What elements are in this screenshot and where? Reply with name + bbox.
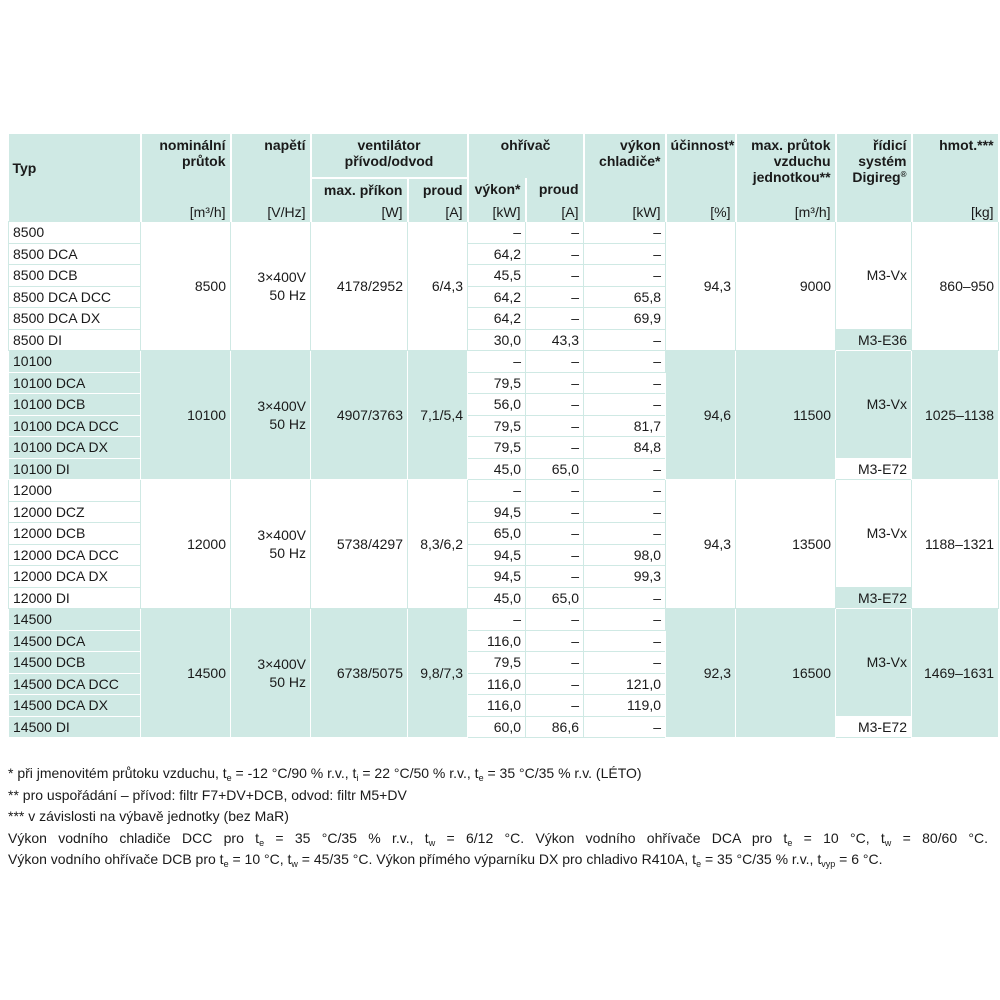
cell-typ: 12000 DI <box>9 587 141 609</box>
footnote-2: ** pro uspořádání – přívod: filtr F7+DV+DCB, odvod: filtr M5+DV <box>8 786 407 803</box>
col-hmot-header: hmot.*** <box>912 134 999 201</box>
cell-vykon: 116,0 <box>468 695 526 717</box>
table-row <box>9 222 999 244</box>
cell-vykon: 94,5 <box>468 544 526 566</box>
cell-max-prutok: 11500 <box>736 351 836 480</box>
cell-prutok: 10100 <box>141 351 231 480</box>
cell-proud2: – <box>526 630 584 652</box>
cell-typ: 10100 DI <box>9 458 141 480</box>
cell-vykon: 56,0 <box>468 394 526 416</box>
col-proud2-header: proud <box>526 178 584 201</box>
cell-chladic: – <box>584 372 666 394</box>
cell-ridici: M3-Vx <box>836 351 912 459</box>
cell-proud2: – <box>526 222 584 244</box>
table-row <box>9 351 999 373</box>
cell-vykon: 45,5 <box>468 265 526 287</box>
cell-proud2: – <box>526 652 584 674</box>
cell-proud: 6/4,3 <box>408 222 468 351</box>
cell-chladic: – <box>584 609 666 631</box>
cell-proud2: – <box>526 566 584 588</box>
cell-hmot: 1025–1138 <box>912 351 999 480</box>
cell-chladic: – <box>584 587 666 609</box>
cell-chladic: – <box>584 394 666 416</box>
cell-typ: 8500 DCA DX <box>9 308 141 330</box>
row-group <box>9 351 999 480</box>
cell-chladic: 119,0 <box>584 695 666 717</box>
registered-mark: ® <box>900 170 907 179</box>
table-row <box>9 480 999 502</box>
cell-vykon: 64,2 <box>468 308 526 330</box>
cell-chladic: – <box>584 329 666 351</box>
unit-vykon: [kW] <box>468 201 526 222</box>
cell-typ: 14500 DI <box>9 716 141 738</box>
cell-vykon: 45,0 <box>468 458 526 480</box>
cell-vykon: 79,5 <box>468 415 526 437</box>
cell-chladic: – <box>584 716 666 738</box>
cell-proud2: – <box>526 695 584 717</box>
cell-chladic: – <box>584 480 666 502</box>
footnotes <box>8 763 988 871</box>
col-ventilator-header: ventilátor přívod/odvod <box>311 134 468 178</box>
cell-vykon: 79,5 <box>468 372 526 394</box>
row-group <box>9 609 999 738</box>
cell-max-prutok: 13500 <box>736 480 836 609</box>
napeti-line-2: 50 Hz <box>269 674 306 690</box>
cell-proud2: – <box>526 415 584 437</box>
cell-ridici: M3-Vx <box>836 480 912 588</box>
cell-typ: 10100 <box>9 351 141 373</box>
cell-typ: 14500 <box>9 609 141 631</box>
col-napeti-header: napětí <box>231 134 311 201</box>
cell-chladic: 99,3 <box>584 566 666 588</box>
unit-max-prutok: [m³/h] <box>736 201 836 222</box>
cell-proud2: – <box>526 243 584 265</box>
unit-prutok: [m³/h] <box>141 201 231 222</box>
cell-hmot: 1469–1631 <box>912 609 999 738</box>
cell-chladic: 121,0 <box>584 673 666 695</box>
cell-prutok: 12000 <box>141 480 231 609</box>
cell-prutok: 14500 <box>141 609 231 738</box>
cell-napeti <box>231 609 311 738</box>
spec-table <box>8 134 1000 738</box>
footnote-3: *** v závislosti na výbavě jednotky (bez MaR) <box>8 808 289 824</box>
unit-hmot: [kg] <box>912 201 999 222</box>
cell-proud2: – <box>526 480 584 502</box>
cell-typ: 10100 DCA DX <box>9 437 141 459</box>
cell-proud2: – <box>526 372 584 394</box>
row-group <box>9 222 999 351</box>
cell-ucinnost: 94,3 <box>666 480 736 609</box>
col-ucinnost-header: účinnost* <box>666 134 736 201</box>
footnote-5: Výkon vodního ohřívače DCB pro $t_e = 10$ °C, $t_w = 45/35$ °C. Výkon přímého výparníku DX pro chladivo R410A, $t_e = 35$ °C/35 % r.v., $t_{vyp} = 6$ °C. <box>8 851 883 869</box>
cell-typ: 14500 DCA DCC <box>9 673 141 695</box>
col-max-prutok-header: max. průtok vzduchu jednotkou** <box>736 134 836 201</box>
footnote-4: Výkon vodního chladiče DCC pro $t_e = 35$ °C/35 % r.v., $t_w = 6/12$ °C. Výkon vodního ohřívače DCA pro $t_e = 10$ °C, $t_w = 80/60$ °C. <box>8 829 989 848</box>
row-group <box>9 480 999 609</box>
cell-typ: 10100 DCA <box>9 372 141 394</box>
col-vykon-header: výkon* <box>468 178 526 201</box>
napeti-line-2: 50 Hz <box>269 287 306 303</box>
cell-ridici-di: M3-E72 <box>836 587 912 609</box>
napeti-line-1: 3×400V <box>257 656 306 672</box>
cell-proud2: – <box>526 308 584 330</box>
cell-vykon: 64,2 <box>468 243 526 265</box>
cell-proud2: – <box>526 544 584 566</box>
cell-typ: 12000 DCZ <box>9 501 141 523</box>
cell-proud: 8,3/6,2 <box>408 480 468 609</box>
cell-proud2: – <box>526 265 584 287</box>
cell-typ: 10100 DCA DCC <box>9 415 141 437</box>
cell-proud: 7,1/5,4 <box>408 351 468 480</box>
cell-hmot: 1188–1321 <box>912 480 999 609</box>
cell-chladic: – <box>584 222 666 244</box>
cell-typ: 8500 DCB <box>9 265 141 287</box>
cell-typ: 10100 DCB <box>9 394 141 416</box>
cell-vykon: 60,0 <box>468 716 526 738</box>
table-row <box>9 609 999 631</box>
cell-proud2: – <box>526 673 584 695</box>
cell-proud2: 86,6 <box>526 716 584 738</box>
cell-chladic: 65,8 <box>584 286 666 308</box>
cell-chladic: – <box>584 501 666 523</box>
cell-max-prutok: 9000 <box>736 222 836 351</box>
cell-proud2: – <box>526 351 584 373</box>
cell-typ: 12000 DCB <box>9 523 141 545</box>
cell-typ: 8500 DCA DCC <box>9 286 141 308</box>
cell-chladic: 69,9 <box>584 308 666 330</box>
col-ridici-header: řídicí systém Digireg® <box>836 134 912 201</box>
cell-prikon: 6738/5075 <box>311 609 408 738</box>
cell-ridici: M3-Vx <box>836 222 912 330</box>
cell-vykon: 94,5 <box>468 566 526 588</box>
cell-vykon: – <box>468 351 526 373</box>
cell-vykon: 94,5 <box>468 501 526 523</box>
table-header <box>9 134 999 222</box>
footnote-1: * při jmenovitém průtoku vzduchu, $t_e = -12$ °C/90 % r.v., $t_i = 22$ °C/50 % r.v., $t_e = 35$ °C/35 % r.v. (LÉTO) <box>8 765 642 783</box>
cell-chladic: 81,7 <box>584 415 666 437</box>
cell-proud2: – <box>526 437 584 459</box>
cell-vykon: 45,0 <box>468 587 526 609</box>
col-ohrivac-header: ohřívač <box>468 134 584 178</box>
unit-proud: [A] <box>408 201 468 222</box>
cell-vykon: 116,0 <box>468 673 526 695</box>
cell-napeti <box>231 351 311 480</box>
cell-typ: 14500 DCA <box>9 630 141 652</box>
col-nominal-header: nominální průtok <box>141 134 231 201</box>
cell-vykon: – <box>468 480 526 502</box>
unit-proud2: [A] <box>526 201 584 222</box>
cell-napeti <box>231 222 311 351</box>
napeti-line-1: 3×400V <box>257 398 306 414</box>
cell-proud: 9,8/7,3 <box>408 609 468 738</box>
cell-chladic: – <box>584 458 666 480</box>
cell-proud2: 65,0 <box>526 458 584 480</box>
col-prikon-header: max. příkon <box>311 178 408 201</box>
napeti-line-2: 50 Hz <box>269 416 306 432</box>
napeti-line-1: 3×400V <box>257 269 306 285</box>
unit-napeti: [V/Hz] <box>231 201 311 222</box>
cell-ridici-di: M3-E72 <box>836 458 912 480</box>
col-chladic-header: výkon chladiče* <box>584 134 666 201</box>
cell-ridici-di: M3-E36 <box>836 329 912 351</box>
unit-chladic: [kW] <box>584 201 666 222</box>
cell-vykon: 65,0 <box>468 523 526 545</box>
cell-typ: 14500 DCA DX <box>9 695 141 717</box>
cell-prutok: 8500 <box>141 222 231 351</box>
cell-vykon: 116,0 <box>468 630 526 652</box>
cell-typ: 12000 <box>9 480 141 502</box>
cell-typ: 8500 DI <box>9 329 141 351</box>
cell-ucinnost: 94,6 <box>666 351 736 480</box>
cell-chladic: 98,0 <box>584 544 666 566</box>
cell-vykon: – <box>468 609 526 631</box>
unit-ucinnost: [%] <box>666 201 736 222</box>
cell-proud2: 43,3 <box>526 329 584 351</box>
cell-prikon: 4907/3763 <box>311 351 408 480</box>
cell-proud2: – <box>526 501 584 523</box>
cell-vykon: 30,0 <box>468 329 526 351</box>
unit-prikon: [W] <box>311 201 408 222</box>
col-typ-header: Typ <box>9 134 141 201</box>
cell-chladic: – <box>584 523 666 545</box>
cell-prikon: 4178/2952 <box>311 222 408 351</box>
cell-chladic: – <box>584 652 666 674</box>
col-proud-header: proud <box>408 178 468 201</box>
cell-vykon: – <box>468 222 526 244</box>
cell-proud2: – <box>526 286 584 308</box>
napeti-line-1: 3×400V <box>257 527 306 543</box>
cell-chladic: – <box>584 351 666 373</box>
cell-vykon: 79,5 <box>468 437 526 459</box>
cell-typ: 14500 DCB <box>9 652 141 674</box>
cell-vykon: 64,2 <box>468 286 526 308</box>
cell-ucinnost: 92,3 <box>666 609 736 738</box>
cell-chladic: – <box>584 243 666 265</box>
cell-typ: 12000 DCA DCC <box>9 544 141 566</box>
cell-napeti <box>231 480 311 609</box>
cell-ucinnost: 94,3 <box>666 222 736 351</box>
cell-proud2: – <box>526 523 584 545</box>
cell-chladic: – <box>584 630 666 652</box>
napeti-line-2: 50 Hz <box>269 545 306 561</box>
cell-typ: 8500 <box>9 222 141 244</box>
cell-ridici: M3-Vx <box>836 609 912 717</box>
cell-chladic: 84,8 <box>584 437 666 459</box>
cell-chladic: – <box>584 265 666 287</box>
cell-vykon: 79,5 <box>468 652 526 674</box>
spec-table-container <box>8 134 995 738</box>
cell-prikon: 5738/4297 <box>311 480 408 609</box>
cell-typ: 8500 DCA <box>9 243 141 265</box>
cell-max-prutok: 16500 <box>736 609 836 738</box>
units-row <box>9 201 999 222</box>
cell-proud2: 65,0 <box>526 587 584 609</box>
cell-typ: 12000 DCA DX <box>9 566 141 588</box>
cell-hmot: 860–950 <box>912 222 999 351</box>
cell-ridici-di: M3-E72 <box>836 716 912 738</box>
cell-proud2: – <box>526 394 584 416</box>
cell-proud2: – <box>526 609 584 631</box>
